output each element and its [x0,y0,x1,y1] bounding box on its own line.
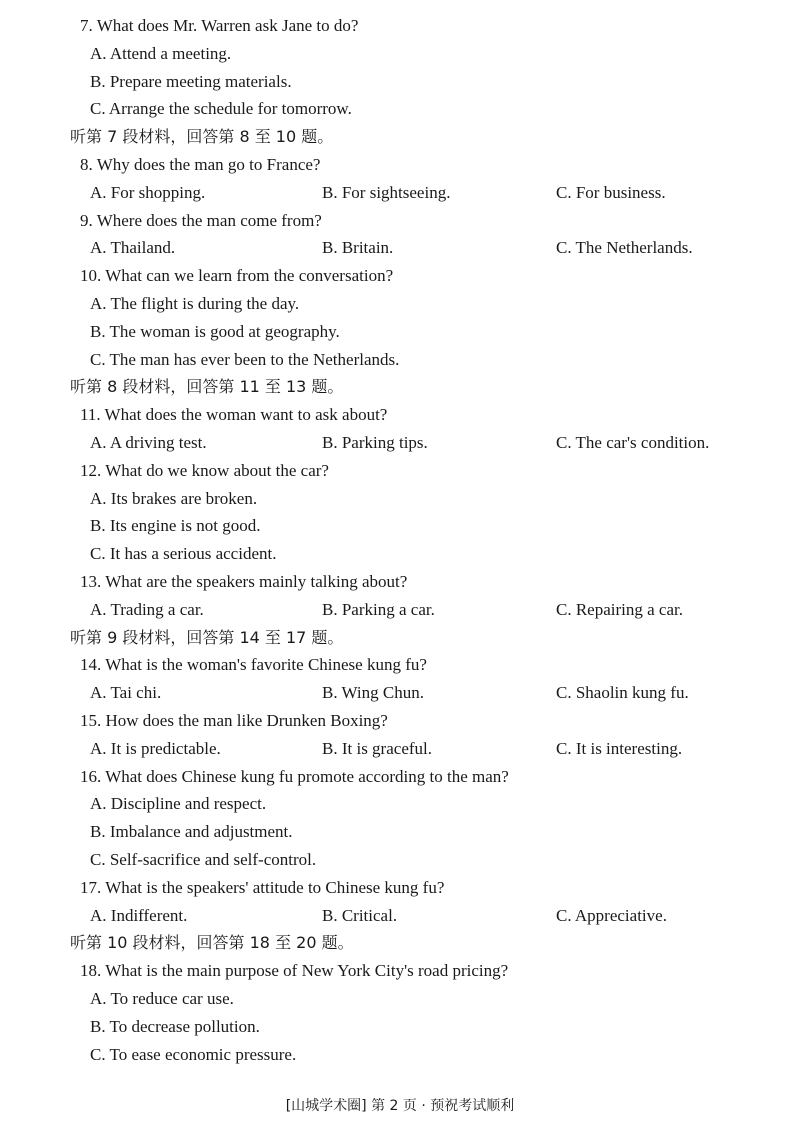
option-a: A. Trading a car. [90,600,204,619]
question-text: 18. What is the main purpose of New York City's road pricing? [80,961,509,980]
answer-option: A. Its brakes are broken. [90,489,258,508]
section-instruction: 听第 10 段材料，回答第 18 至 20 题。 [70,933,354,952]
section-instruction: 听第 9 段材料，回答第 14 至 17 题。 [70,628,344,647]
answer-option: B. Its engine is not good. [90,516,261,535]
option-row [0,183,800,203]
option-c: C. The Netherlands. [556,238,693,257]
option-c: C. Appreciative. [556,906,667,925]
question-text: 15. How does the man like Drunken Boxing? [80,711,388,730]
question-text: 9. Where does the man come from? [80,211,322,230]
question-text: 10. What can we learn from the conversation? [80,266,394,285]
option-a: A. Thailand. [90,238,176,257]
question-text: 8. Why does the man go to France? [80,155,321,174]
option-b: B. For sightseeing. [322,183,451,202]
answer-option: A. The flight is during the day. [90,294,300,313]
option-b: B. Wing Chun. [322,683,424,702]
option-b: B. Critical. [322,906,398,925]
section-instruction: 听第 7 段材料，回答第 8 至 10 题。 [70,127,334,146]
answer-option: B. Imbalance and adjustment. [90,822,293,841]
answer-option: A. Discipline and respect. [90,794,267,813]
question-text: 13. What are the speakers mainly talking about? [80,572,408,591]
question-text: 7. What does Mr. Warren ask Jane to do? [80,16,359,35]
option-b: B. Parking a car. [322,600,435,619]
question-text: 11. What does the woman want to ask about? [80,405,388,424]
option-c: C. Shaolin kung fu. [556,683,689,702]
option-a: A. Indifferent. [90,906,188,925]
option-c: C. For business. [556,183,666,202]
option-a: A. It is predictable. [90,739,221,758]
answer-option: B. To decrease pollution. [90,1017,260,1036]
page-footer: [山城学术圈] 第 2 页 · 预祝考试顺利 [285,1098,515,1114]
answer-option: A. Attend a meeting. [90,44,232,63]
answer-option: C. Arrange the schedule for tomorrow. [90,99,352,118]
option-b: B. It is graceful. [322,739,432,758]
option-a: A. For shopping. [90,183,206,202]
answer-option: C. To ease economic pressure. [90,1045,297,1064]
option-a: A. Tai chi. [90,683,162,702]
option-a: A. A driving test. [90,433,207,452]
question-text: 16. What does Chinese kung fu promote according to the man? [80,767,509,786]
option-b: B. Britain. [322,238,394,257]
option-c: C. Repairing a car. [556,600,683,619]
section-instruction: 听第 8 段材料，回答第 11 至 13 题。 [70,377,344,396]
answer-option: A. To reduce car use. [90,989,234,1008]
option-row [0,433,800,453]
option-row [0,600,800,620]
option-b: B. Parking tips. [322,433,428,452]
option-row [0,906,800,926]
answer-option: B. Prepare meeting materials. [90,72,292,91]
answer-option: B. The woman is good at geography. [90,322,340,341]
option-c: C. The car's condition. [556,433,710,452]
answer-option: C. The man has ever been to the Netherlands. [90,350,400,369]
answer-option: C. Self-sacrifice and self-control. [90,850,317,869]
option-row [0,238,800,258]
answer-option: C. It has a serious accident. [90,544,277,563]
option-row [0,739,800,759]
question-text: 14. What is the woman's favorite Chinese kung fu? [80,655,427,674]
option-c: C. It is interesting. [556,739,683,758]
question-text: 17. What is the speakers' attitude to Chinese kung fu? [80,878,445,897]
option-row [0,683,800,703]
question-text: 12. What do we know about the car? [80,461,329,480]
